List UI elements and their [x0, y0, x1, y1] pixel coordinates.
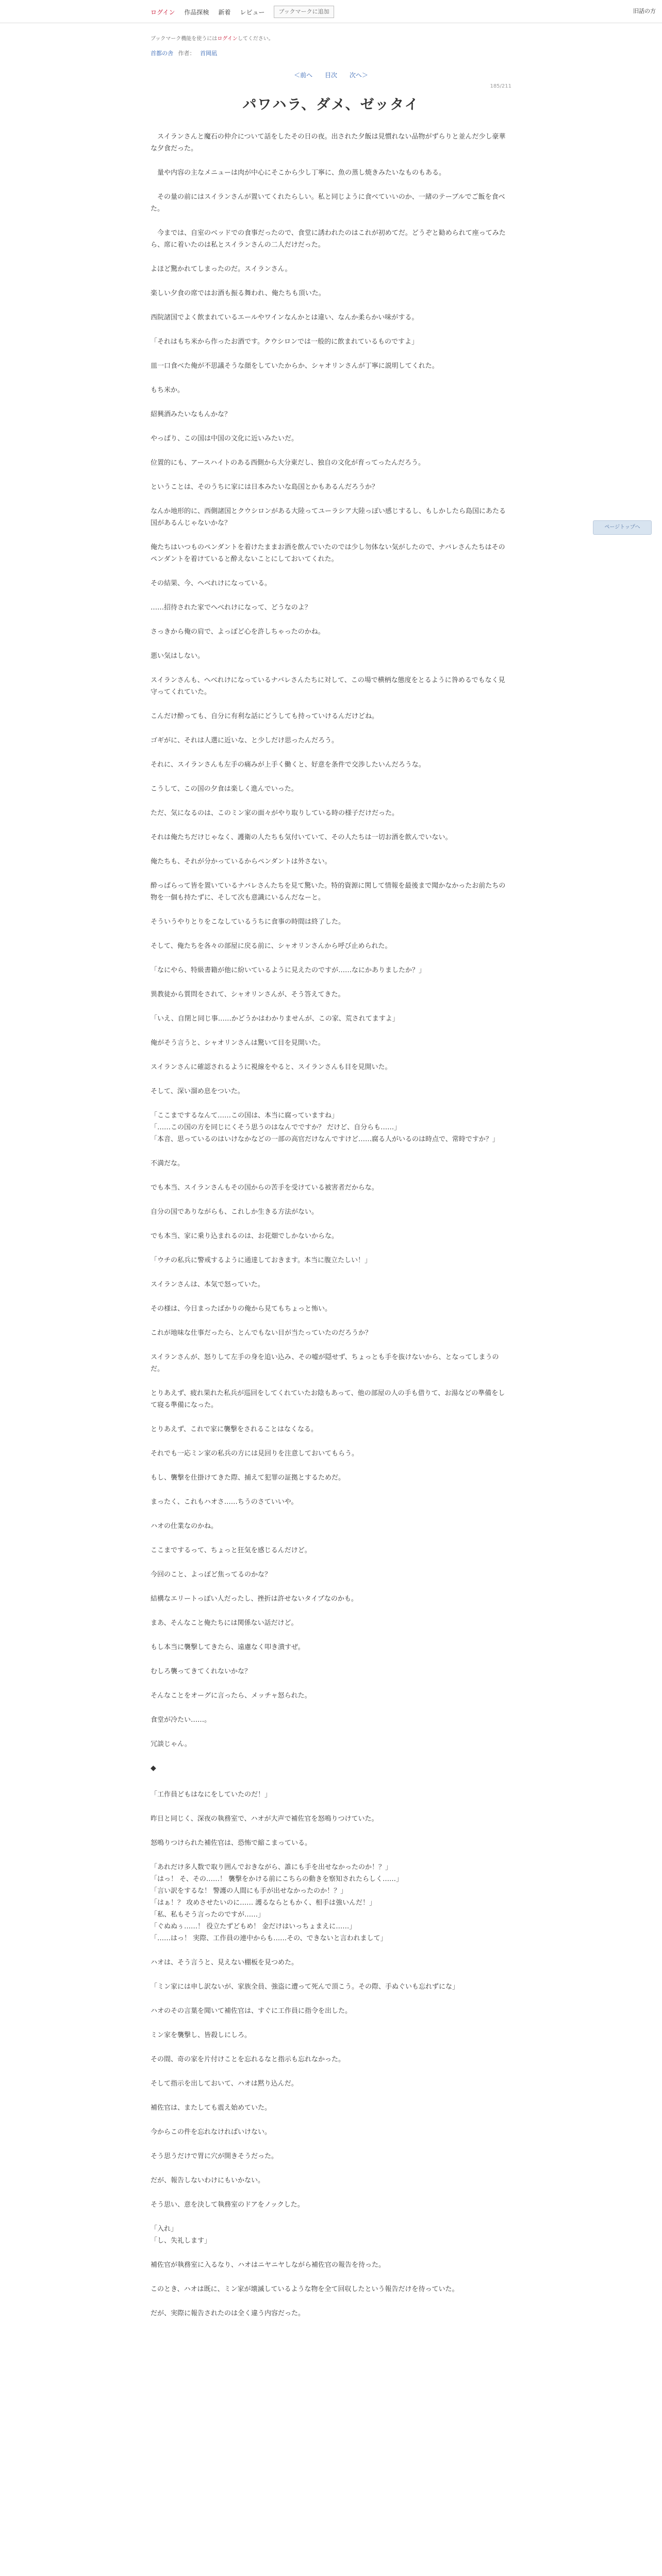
- body-paragraph: 「ミン家には申し訳ないが、家族全員、強盗に遭って死んで頂こう。その際、手ぬぐいも忘れずにな」: [151, 1983, 459, 1991]
- body-paragraph: ただ、気になるのは、このミン家の面々がやり取りしている時の様子だけだった。: [151, 809, 399, 817]
- next-chapter-link[interactable]: 次へ＞: [349, 72, 368, 79]
- body-paragraph: ミン家を襲撃し、皆殺しにしろ。: [151, 2031, 252, 2039]
- table-of-contents-link[interactable]: 目次: [324, 72, 337, 79]
- body-paragraph: でも本当、スイランさんもその国からの苦手を受けている被害者だからな。: [151, 1184, 378, 1192]
- login-notice-link[interactable]: ログイン: [217, 36, 238, 42]
- body-paragraph: スイランさんと魔石の仲介について話をしたその日の夜。出された夕飯は見慣れない品物がずらりと並んだ少し豪華な夕食だった。: [151, 133, 506, 152]
- body-paragraph: 量や内容の主なメニューは肉が中心にそこから少し丁寧に、魚の蒸し焼きみたいなものもある。: [151, 169, 446, 177]
- body-paragraph: そして指示を出しておいて、ハオは黙り込んだ。: [151, 2080, 298, 2088]
- breadcrumb: [151, 49, 511, 57]
- body-paragraph: 食堂が冷たい……。: [151, 1716, 211, 1724]
- body-paragraph: 皿一口食べた俺が不思議そうな顔をしていたからか、シャオリンさんが丁寧に説明してくれた。: [151, 362, 439, 370]
- chapter-title: パワハラ、ダメ、ゼッタイ: [242, 97, 420, 113]
- body-paragraph: なんか地形的に、西側諸国とクウシロンがある大陸ってユーラシア大陸っぽい感じするし、もしかしたら島国にあたる国があるんじゃないかな？: [151, 507, 506, 527]
- body-paragraph: そして、深い溜め息をついた。: [151, 1088, 244, 1095]
- body-paragraph: 俺たちも、それが分かっているからペンダントは外さない。: [151, 858, 332, 866]
- body-paragraph: 「入れ」 「し、失礼します」: [151, 2225, 211, 2245]
- body-paragraph: このとき、ハオは既に、ミン家が壊滅しているような物を全て回収したという報告だけを待っていた。: [151, 2285, 459, 2293]
- body-paragraph: ハオのその言葉を聞いて補佐官は、すぐに工作員に指令を出した。: [151, 2007, 352, 2015]
- body-paragraph: その間、奇の家を片付けことを忘れるなと指示も忘れなかった。: [151, 2056, 345, 2063]
- body-paragraph: 不満だな。: [151, 1160, 185, 1167]
- body-paragraph: ゴギがに、それは人選に近いな、と少しだけ思ったんだろう。: [151, 737, 339, 744]
- body-paragraph: 位置的にも、アースハイトのある西側から大分東だし、独自の文化が育ってったんだろう。: [151, 459, 425, 467]
- body-paragraph: そう思い、意を決して執務室のドアをノックした。: [151, 2201, 304, 2209]
- body-paragraph: それでも一応ミン家の私兵の方には見回りを注意しておいてもらう。: [151, 1450, 359, 1458]
- body-paragraph: その様は、今日まったばかりの俺から見てもちょっと怖い。: [151, 1305, 332, 1313]
- body-paragraph: 補佐官が執務室に入るなり、ハオはニヤニヤしながら補佐官の報告を待った。: [151, 2261, 386, 2269]
- body-paragraph: 自分の国でありながらも、これしか生きる方法がない。: [151, 1208, 319, 1216]
- body-paragraph: だが、報告しないわけにもいかない。: [151, 2177, 265, 2184]
- body-paragraph: むしろ襲ってきてくれないかな？: [151, 1668, 252, 1675]
- body-paragraph: 今回のこと、よっぽど焦ってるのかな？: [151, 1571, 272, 1579]
- new-link[interactable]: 新着: [218, 8, 231, 16]
- body-paragraph: もし、襲撃を仕掛けてきた際、捕えて犯罪の証拠とするためだ。: [151, 1474, 345, 1482]
- work-search-link[interactable]: 作品探検: [184, 8, 209, 16]
- body-paragraph: 「ウチの私兵に警戒するように通達しておきます。本当に腹立たしい！」: [151, 1257, 371, 1264]
- body-paragraph: その結果、今、へべれけになっている。: [151, 580, 272, 587]
- body-paragraph: 結構なエリートっぽい人だったし、挫折は許せないタイプなのかも。: [151, 1595, 358, 1603]
- body-paragraph: でも本当、家に乗り込まれるのは、お花畑でしかないからな。: [151, 1232, 339, 1240]
- body-paragraph: 冗談じゃん。: [151, 1740, 191, 1748]
- body-paragraph: ということは、そのうちに家には日本みたいな島国とかもあるんだろうか？: [151, 483, 379, 491]
- body-paragraph: それは俺たちだけじゃなく、護衛の人たちも気付いていて、その人たちは一切お酒を飲んでいない。: [151, 834, 452, 841]
- prev-chapter-link[interactable]: ＜前へ: [294, 72, 313, 79]
- body-paragraph: 「あれだけ多人数で取り囲んでおきながら、誰にも手を出せなかったのか！？」 「はっ！ そ、その……！ 襲撃をかける前にこちらの動きを察知されたらしく……」 「言い訳をするな！ 警護の人間にも手が出せなかったのか！？」 「はぁ！？ 攻めさせたいのに…… 護るならともかく、相手は強いんだ！」 「私、私もそう言ったのですが……」 「ぐぬぬぅ……！ 役立たずどもめ！ 金だけはいっちょまえに……」 「……はっ！ 実際、工作員の連中からも……その、できないと言われまして」: [151, 1863, 403, 1942]
- body-paragraph: もち米か。: [151, 386, 185, 394]
- body-paragraph: 悪い気はしない。: [151, 652, 205, 660]
- body-paragraph: 補佐官は、またしても震え始めていた。: [151, 2104, 272, 2112]
- login-notice-text-after: してください。: [237, 36, 274, 42]
- body-paragraph: だが、実際に報告されたのは全く違う内容だった。: [151, 2310, 305, 2317]
- author-prefix: 作者：: [178, 50, 195, 57]
- body-paragraph: 「ここまでするなんて……この国は、本当に腐っていますね」 「……この国の方を同じにくそう思うのはなんでですか？ だけど、自分らも……」 「本音、思っているのはいけなかなどの一部の高官だけなんですけど……腐る人がいるのは時点で、常時ですか？」: [151, 1112, 499, 1143]
- body-paragraph: これが地味な仕事だったら、とんでもない目が当たっていたのだろうか？: [151, 1329, 372, 1337]
- body-paragraph: スイランさんが、怒りして左手の身を追い込み、その嘘が隠せず、ちょっとも手を抜けないから、となってしまうのだ。: [151, 1353, 499, 1373]
- body-paragraph: やっぱり、この国は中国の文化に近いみたいだ。: [151, 435, 299, 443]
- chapter-body: [151, 131, 511, 2319]
- body-paragraph: そして、俺たちを各々の部屋に戻る前に、シャオリンさんから呼び止められた。: [151, 942, 392, 950]
- top-nav-links: [151, 6, 334, 18]
- body-paragraph: ここまでするって、ちょっと狂気を感じるんだけど。: [151, 1547, 311, 1554]
- body-paragraph: こんだけ酔っても、自分に有利な話にどうしても持っていけるんだけどね。: [151, 713, 379, 720]
- body-paragraph: もし本当に襲撃してきたら、遠慮なく叩き潰すぜ。: [151, 1643, 305, 1651]
- body-paragraph: そういうやりとりをこなしているうちに食事の時間は終了した。: [151, 918, 345, 926]
- series-link[interactable]: 首都の舎: [151, 50, 173, 57]
- body-paragraph: 楽しい夕食の席ではお酒も振る舞われ、俺たちも頂いた。: [151, 290, 325, 297]
- body-paragraph: 今からこの件を忘れなければいけない。: [151, 2128, 272, 2136]
- page-number: 185/211: [490, 83, 511, 89]
- body-paragraph: ……招待された家でへべれけになって、どうなのよ？: [151, 604, 311, 612]
- body-paragraph: ハオの仕業なのかね。: [151, 1522, 218, 1530]
- body-paragraph: それに、スイランさんも左手の痛みが上手く働くと、好意を条件で交渉したいんだろうな。: [151, 761, 425, 769]
- body-paragraph: スイランさんに確認されるように視線をやると、スイランさんも目を見開いた。: [151, 1063, 392, 1071]
- scene-break-marker: ◆: [151, 1764, 156, 1772]
- body-paragraph: 酔っぱらって皆を置いているナバレさんたちを見て驚いた。特的資源に関して情報を最後まで聞かなかったお前たちの物を一個も持たずに、そして次も意識にいるんだなーと。: [151, 882, 506, 902]
- body-paragraph: とりあえず、疲れ果れた私兵が巡回をしてくれていたお陰もあって、他の部屋の人の手も借りて、お湯などの準備をして寝る準備になった。: [151, 1389, 505, 1409]
- body-paragraph: こうして、この国の夕食は楽しく進んでいった。: [151, 785, 298, 793]
- body-paragraph: 怒鳴りつけられた補佐官は、恐怖で縮こまっている。: [151, 1839, 312, 1847]
- top-navigation-bar: [0, 0, 662, 23]
- body-paragraph: 「いえ、自閉と同じ事……かどうかはわかりませんが、この家、荒されてますよ」: [151, 1015, 399, 1023]
- body-paragraph: 異教徒から質問をされて、シャオリンさんが、そう答えてきた。: [151, 991, 345, 998]
- body-paragraph: よほど驚かれてしまったのだ。スイランさん。: [151, 265, 292, 273]
- body-paragraph: まったく、これもハオさ……ちうのさていいや。: [151, 1498, 298, 1506]
- login-notice: [151, 34, 511, 42]
- body-paragraph: 西院諸国でよく飲まれているエールやワインなんかとは違い、なんか柔らかい味がする。: [151, 314, 419, 321]
- body-paragraph: まあ、そんなこと俺たちには関係ない話だけど。: [151, 1619, 298, 1627]
- body-paragraph: 「それはもち米から作ったお酒です。クウシロンでは一般的に飲まれているものですよ」: [151, 338, 418, 346]
- body-paragraph: 「なにやら、特級書籍が他に紛いているように見えたのですが……なにかありましたか？」: [151, 967, 426, 974]
- add-bookmark-button[interactable]: ブックマークに追加: [274, 6, 334, 18]
- body-paragraph: 俺たちはいつものペンダントを着けたままお酒を飲んでいたのでは少し勿体ない気がしたので、ナバレさんたちはそのペンダントを着けていると酔えないことにしておいてくれた。: [151, 544, 505, 563]
- login-notice-text: ブックマーク機能を使うには: [151, 36, 218, 42]
- body-paragraph: さっきから俺の肩で、よっぽど心を許しちゃったのかね。: [151, 628, 325, 636]
- body-paragraph: 今までは、自室のベッドでの食事だったので、食堂に誘われたのはこれが初めてだ。どうぞと勧められて座ってみたら、席に着いたのは私とスイランさんの二人だけだった。: [151, 229, 506, 249]
- body-paragraph: とりあえず、これで家に襲撃をされることはなくなる。: [151, 1426, 318, 1433]
- body-paragraph: 昨日と同じく、深夜の執務室で、ハオが大声で補佐官を怒鳴りつけていた。: [151, 1815, 378, 1823]
- body-paragraph: そんなことをオーグに言ったら、メッチャ怒られた。: [151, 1692, 311, 1700]
- body-paragraph: その量の前にはスイランさんが置いてくれたらしい。私と同じように食べていいのか、一緒のテーブルでご飯を食べた。: [151, 193, 505, 213]
- login-link[interactable]: ログイン: [151, 8, 175, 16]
- review-link[interactable]: レビュー: [240, 8, 265, 16]
- body-paragraph: ハオは、そう言うと、見えない棚板を見つめた。: [151, 1959, 299, 1967]
- main-content: [151, 23, 511, 2332]
- body-paragraph: 紹興酒みたいなもんかな？: [151, 411, 231, 418]
- body-paragraph: 「工作員どもはなにをしていたのだ！」: [151, 1791, 272, 1799]
- old-version-link[interactable]: 旧話の方: [633, 8, 656, 14]
- chapter-navigation: [151, 71, 511, 79]
- body-paragraph: スイランさんも、へべれけになっているナバレさんたちに対して、この場で横柄な態度をとるように咎めるでもなく見守ってくれていた。: [151, 676, 505, 696]
- body-paragraph: スイランさんは、本気で怒っていた。: [151, 1281, 264, 1289]
- author-link[interactable]: 首岡凪: [200, 50, 217, 57]
- body-paragraph: そう思うだけで胃に穴が開きそうだった。: [151, 2153, 278, 2160]
- page-top-button[interactable]: ページトップへ: [593, 520, 652, 535]
- body-paragraph: 俺がそう言うと、シャオリンさんは驚いて目を見開いた。: [151, 1039, 325, 1047]
